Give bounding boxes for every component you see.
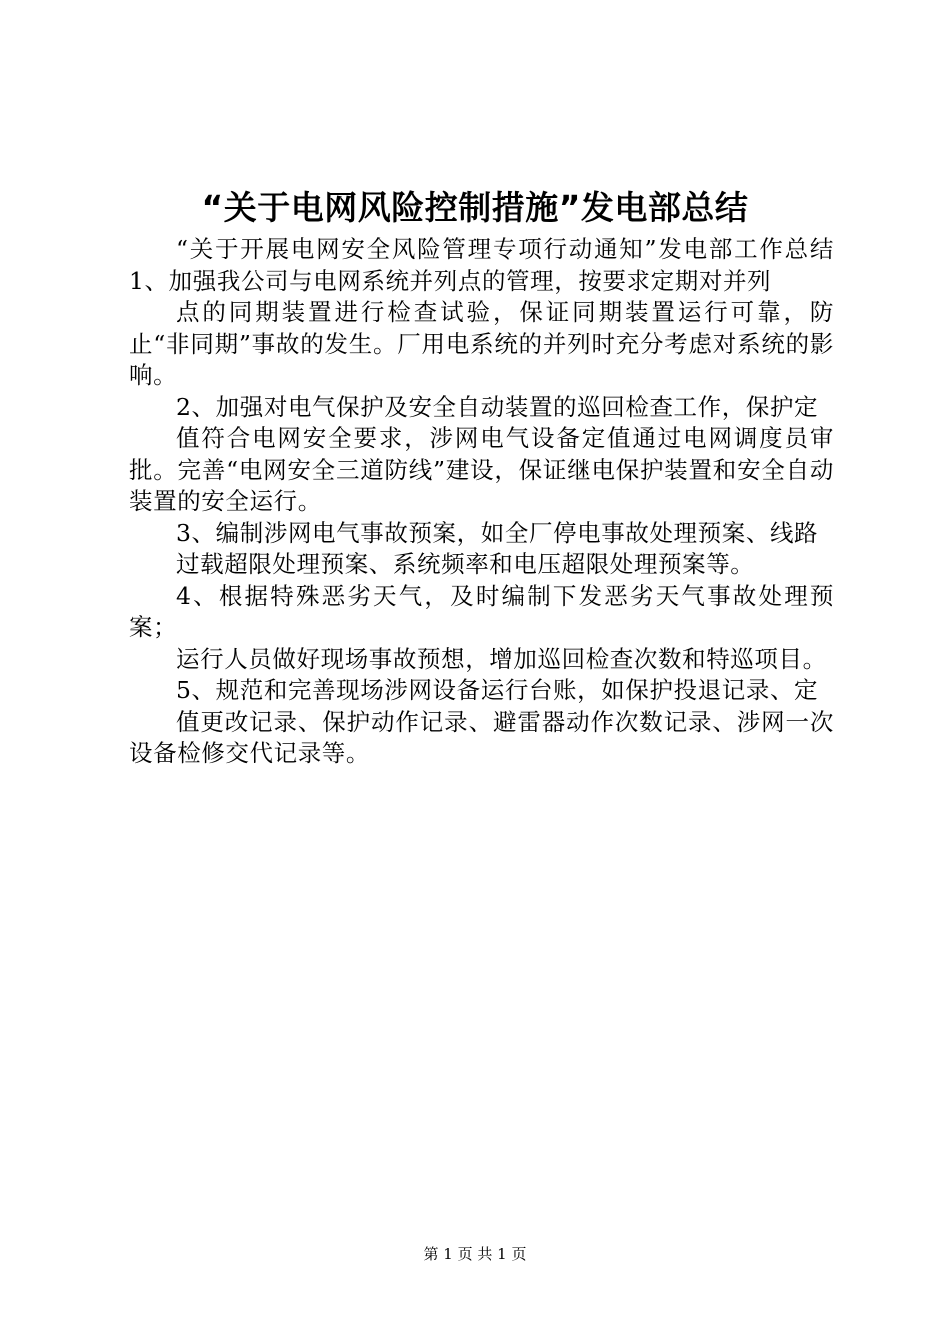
paragraph: 3、编制涉网电气事故预案，如全厂停电事故处理预案、线路: [176, 518, 819, 547]
document-title: “关于电网风险控制措施”发电部总结: [201, 188, 749, 227]
paragraph: 值更改记录、保护动作记录、避雷器动作次数记录、涉网一次设备检修交代记录等。: [129, 707, 834, 767]
paragraph: 值符合电网安全要求，涉网电气设备定值通过电网调度员审批。完善“电网安全三道防线”建设，保证继电保护装置和安全自动装置的安全运行。: [129, 424, 834, 515]
paragraph: 2、加强对电气保护及安全自动装置的巡回检查工作，保护定: [176, 392, 819, 421]
paragraph: 点的同期装置进行检查试验，保证同期装置运行可靠，防止“非同期”事故的发生。厂用电系统的并列时充分考虑对系统的影响。: [129, 298, 834, 389]
paragraph: 运行人员做好现场事故预想，增加巡回检查次数和特巡项目。: [176, 644, 827, 673]
paragraph: 4、根据特殊恶劣天气，及时编制下发恶劣天气事故处理预案；: [129, 581, 834, 641]
paragraph: “关于开展电网安全风险管理专项行动通知”发电部工作总结 1、加强我公司与电网系统并列点的管理，按要求定期对并列: [129, 235, 834, 295]
page-footer: 第 1 页 共 1 页: [423, 1245, 527, 1263]
document-body: [129, 234, 834, 770]
paragraph: 过载超限处理预案、系统频率和电压超限处理预案等。: [176, 550, 755, 578]
paragraph: 5、规范和完善现场涉网设备运行台账，如保护投退记录、定: [176, 676, 819, 704]
